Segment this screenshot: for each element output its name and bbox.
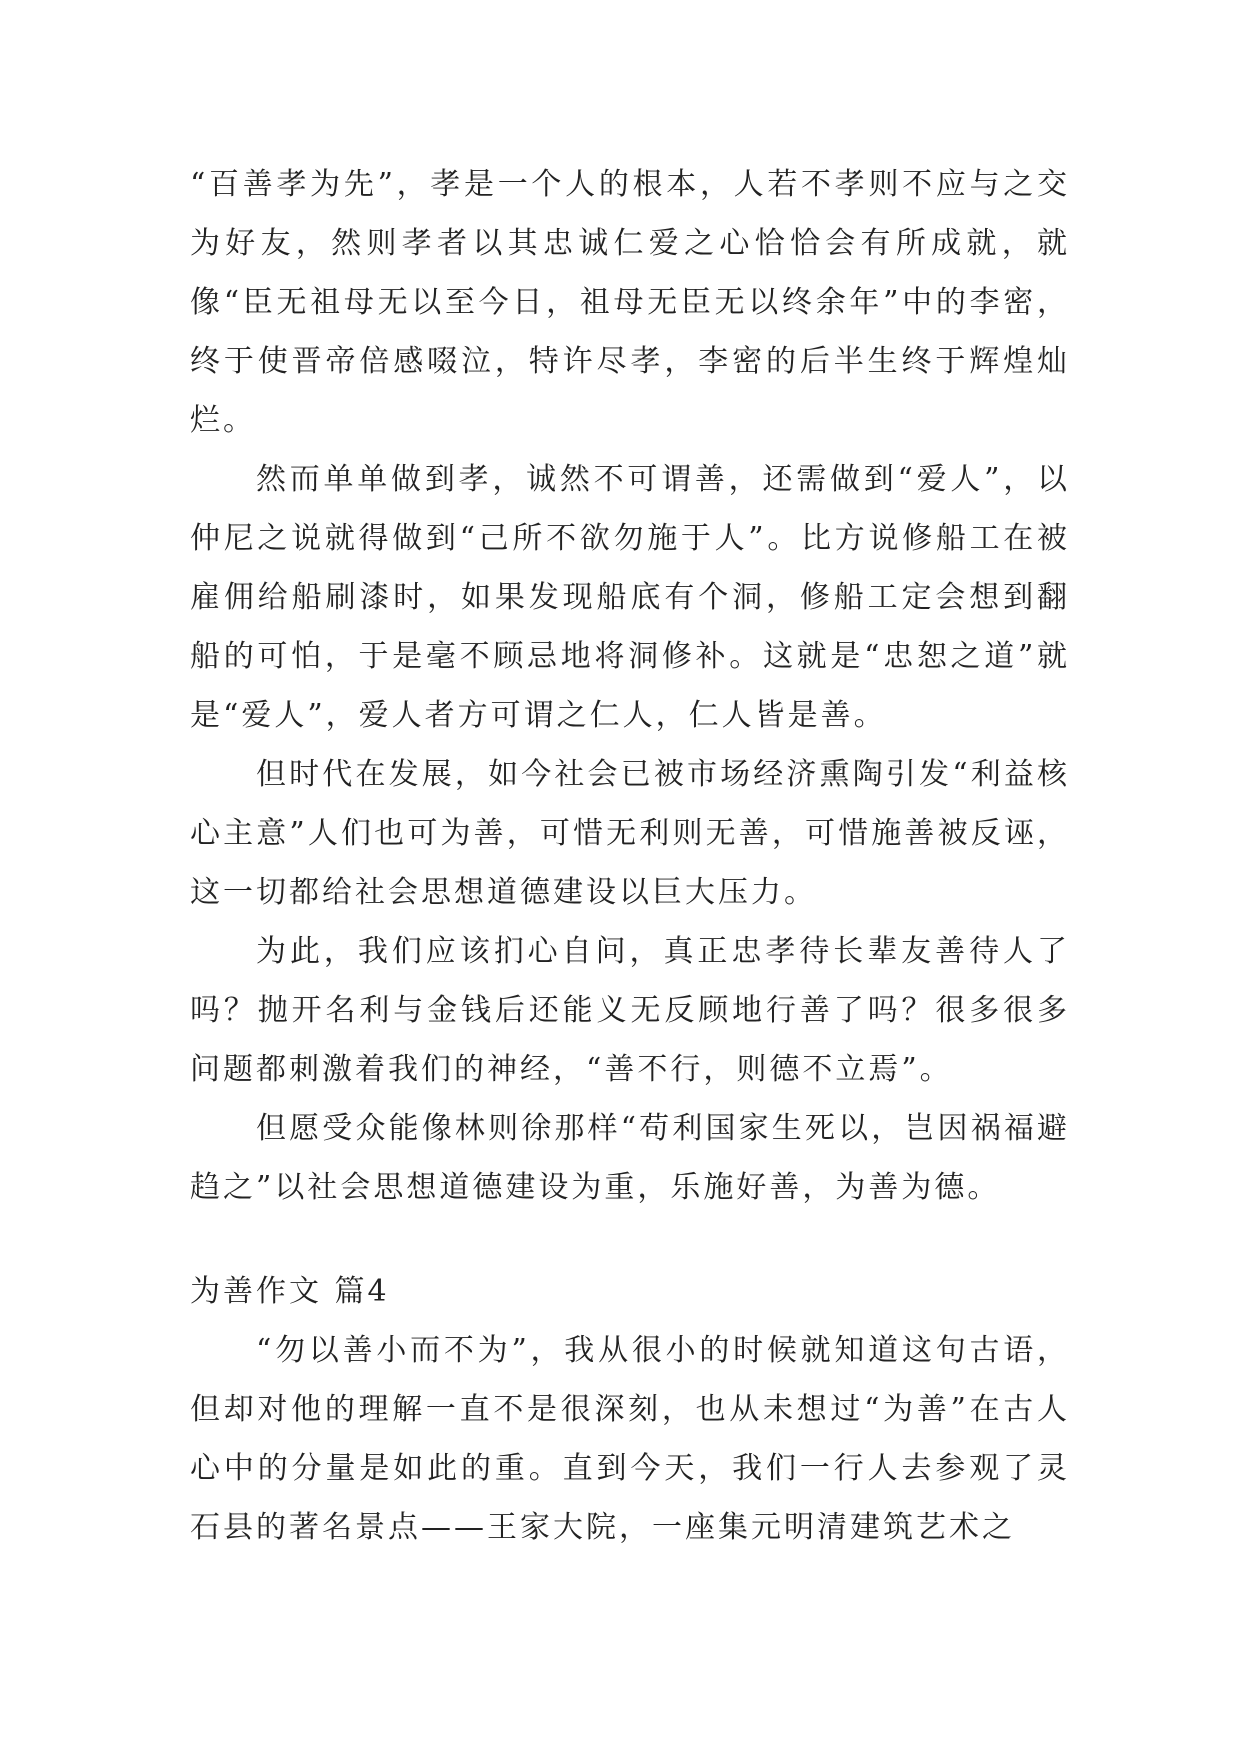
paragraph-love-others: 然而单单做到孝，诚然不可谓善，还需做到“爱人”，以仲尼之说就得做到“己所不欲勿施于人”。比方说修船工在被雇佣给船刷漆时，如果发现船底有个洞，修船工定会想到翻船的可怕，于是毫不顾忌地将洞修补。这就是“忠恕之道”就是“爱人”，爱人者方可谓之仁人，仁人皆是善。	[190, 462, 1070, 733]
essay-section-4	[190, 1262, 1070, 1557]
essay-body-continued	[190, 155, 1070, 1217]
paragraph-conclusion: 但愿受众能像林则徐那样“苟利国家生死以，岂因祸福避趋之”以社会思想道德建设为重，乐施好善，为善为德。	[190, 1111, 1070, 1205]
paragraph-filial-piety: “百善孝为先”，孝是一个人的根本，人若不孝则不应与之交为好友，然则孝者以其忠诚仁爱之心恰恰会有所成就，就像“臣无祖母无以至今日，祖母无臣无以终余年”中的李密，终于使晋帝倍感啜泣，特许尽孝，李密的后半生终于辉煌灿烂。	[190, 167, 1070, 438]
section-heading: 为善作文 篇4	[190, 1274, 390, 1309]
paragraph-self-reflection: 为此，我们应该扪心自问，真正忠孝待长辈友善待人了吗？抛开名利与金钱后还能义无反顾地行善了吗？很多很多问题都刺激着我们的神经，“善不行，则德不立焉”。	[190, 934, 1070, 1087]
paragraph-section-4-opening: “勿以善小而不为”，我从很小的时候就知道这句古语，但却对他的理解一直不是很深刻，也从未想过“为善”在古人心中的分量是如此的重。直到今天，我们一行人去参观了灵石县的著名景点——王家大院，一座集元明清建筑艺术之	[190, 1333, 1070, 1545]
paragraph-market-economy: 但时代在发展，如今社会已被市场经济熏陶引发“利益核心主意”人们也可为善，可惜无利则无善，可惜施善被反诬，这一切都给社会思想道德建设以巨大压力。	[190, 757, 1070, 910]
